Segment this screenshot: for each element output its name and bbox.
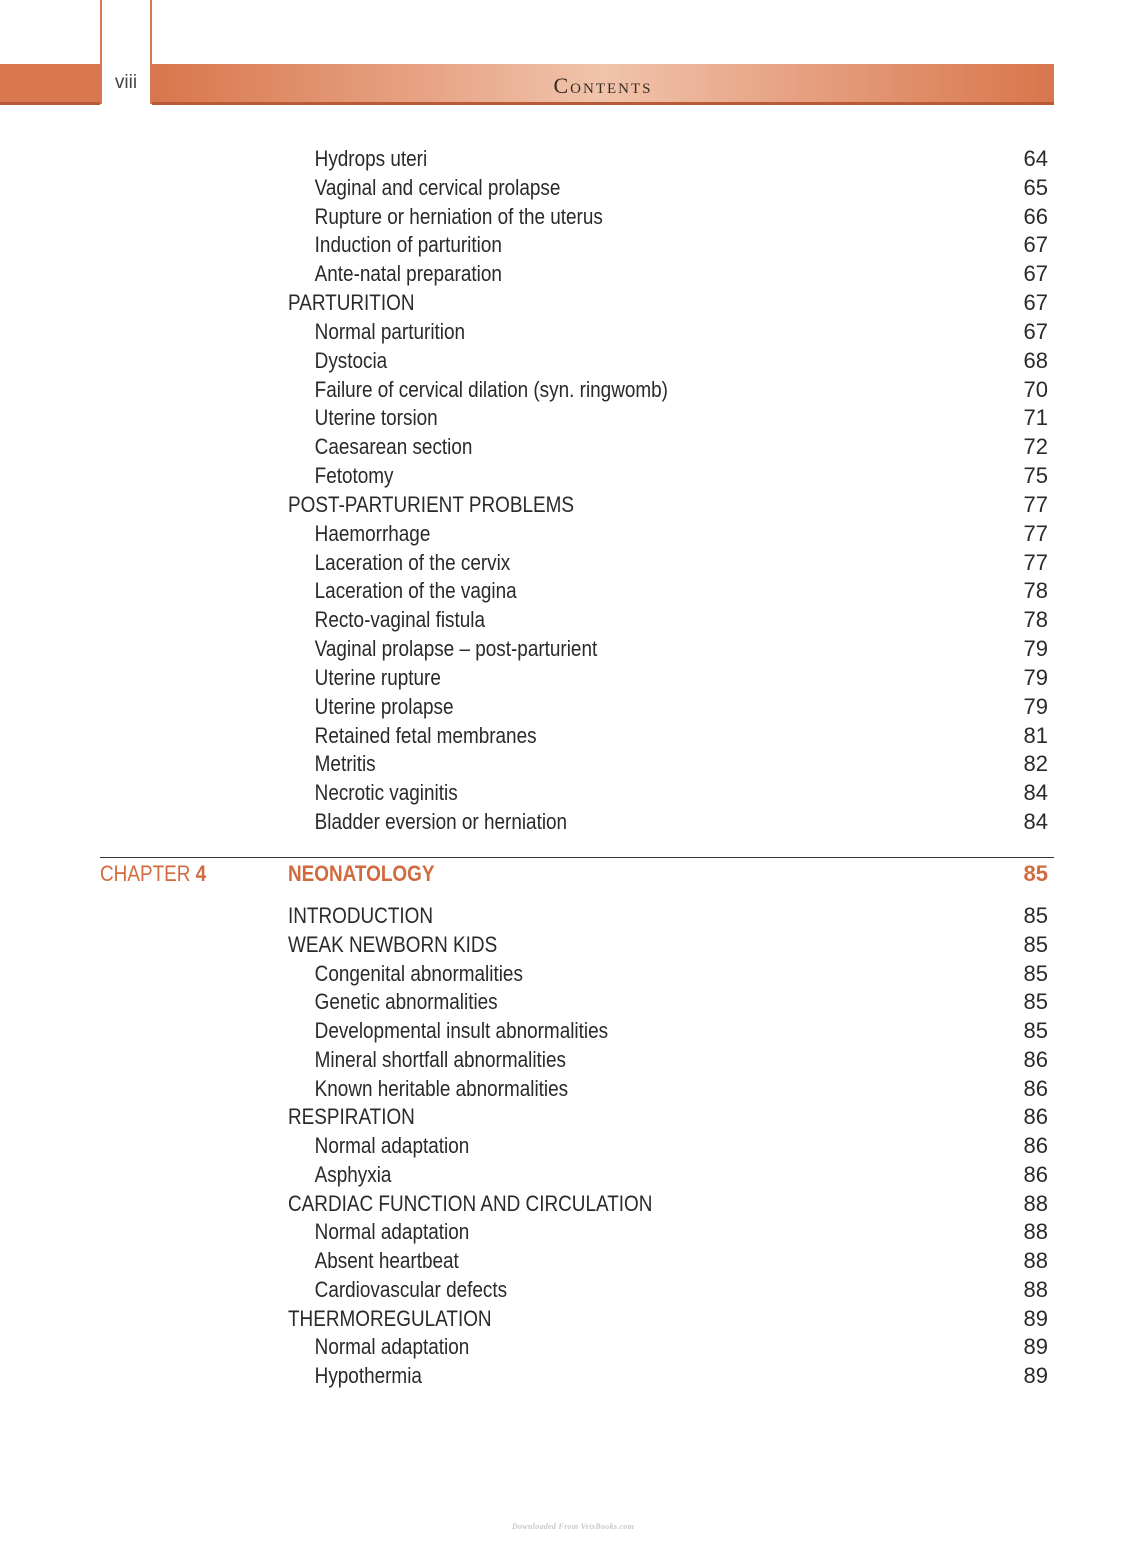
toc-entry[interactable] <box>288 1247 942 1275</box>
toc-entry[interactable] <box>288 520 942 548</box>
toc-entry-label: PARTURITION <box>288 290 415 316</box>
toc-entry-page: 88 <box>1023 1219 1048 1245</box>
chapter-page: 85 <box>1023 861 1048 886</box>
toc-entry[interactable] <box>288 318 942 346</box>
toc-entry[interactable] <box>288 174 942 202</box>
toc-entry[interactable] <box>288 404 942 432</box>
toc-entry[interactable] <box>288 808 942 836</box>
toc-entry-label: POST-PARTURIENT PROBLEMS <box>288 491 574 517</box>
toc-entry-page: 85 <box>1023 989 1048 1015</box>
toc-entry-page: 77 <box>1023 520 1048 546</box>
toc-entry[interactable] <box>288 549 942 577</box>
chapter-title[interactable]: NEONATOLOGY <box>288 861 435 886</box>
toc-entry[interactable] <box>288 1017 942 1045</box>
toc-entry-label: Normal adaptation <box>314 1219 470 1245</box>
toc-entry-label: Caesarean section <box>314 434 473 460</box>
toc-entry-label: Haemorrhage <box>314 520 431 546</box>
chapter-number: 4 <box>195 861 207 886</box>
toc-entry-page: 64 <box>1023 146 1048 171</box>
toc-entry-page: 77 <box>1023 491 1048 517</box>
toc-entry-page: 79 <box>1023 664 1048 690</box>
page-number: viii <box>114 72 138 93</box>
chapter-divider <box>100 857 1054 858</box>
toc-entry-label: Cardiovascular defects <box>314 1276 508 1302</box>
toc-entry[interactable] <box>288 722 942 750</box>
toc-entry-label: Failure of cervical dilation (syn. ringwomb) <box>314 376 668 402</box>
toc-entry-label: Mineral shortfall abnormalities <box>314 1046 566 1072</box>
toc-entry-page: 86 <box>1023 1133 1048 1158</box>
toc-entry-page: 70 <box>1023 376 1048 402</box>
toc-entry-label: Hydrops uteri <box>314 146 428 171</box>
toc-entry[interactable] <box>288 902 942 930</box>
toc-entry-page: 85 <box>1023 931 1048 957</box>
toc-entry-label: Uterine rupture <box>314 664 441 690</box>
toc-entry[interactable] <box>288 693 942 721</box>
toc-entry[interactable] <box>288 577 942 605</box>
toc-entry-label: Known heritable abnormalities <box>314 1075 569 1101</box>
toc-entry-label: Retained fetal membranes <box>314 722 537 748</box>
toc-entry-page: 88 <box>1023 1276 1048 1302</box>
toc-entry[interactable] <box>288 606 942 634</box>
toc-entry-label: Ante-natal preparation <box>314 261 502 287</box>
toc-entry[interactable] <box>288 1333 942 1361</box>
toc-entry[interactable] <box>288 988 942 1016</box>
toc-entry-label: Genetic abnormalities <box>314 989 498 1015</box>
toc-entry-label: THERMOREGULATION <box>288 1305 492 1331</box>
toc-entry[interactable] <box>288 491 942 519</box>
toc-entry-page: 89 <box>1023 1363 1048 1388</box>
toc-entry-page: 68 <box>1023 347 1048 373</box>
toc-entry[interactable] <box>288 462 942 490</box>
toc-entry-page: 67 <box>1023 318 1048 344</box>
toc-entry[interactable] <box>288 376 942 404</box>
toc-entry-page: 75 <box>1023 463 1048 489</box>
toc-entry[interactable] <box>288 231 942 259</box>
toc-entry-page: 89 <box>1023 1305 1048 1331</box>
toc-entry[interactable] <box>288 1161 942 1189</box>
toc-entry-label: Absent heartbeat <box>314 1248 459 1273</box>
toc-entry-page: 86 <box>1023 1075 1048 1101</box>
toc-entry-page: 86 <box>1023 1104 1048 1130</box>
toc-entry-label: Rupture or herniation of the uterus <box>314 203 603 229</box>
toc-entry-page: 84 <box>1023 809 1048 835</box>
toc-entry-page: 85 <box>1023 960 1048 986</box>
toc-entry[interactable] <box>288 931 942 959</box>
header-band-left-shadow <box>0 102 100 105</box>
toc-entry-label: Uterine prolapse <box>314 693 454 719</box>
toc-entry[interactable] <box>288 1190 942 1218</box>
toc-entry-label: Vaginal prolapse – post-parturient <box>314 636 598 662</box>
toc-entry-label: WEAK NEWBORN KIDS <box>288 931 498 957</box>
toc-entry-page: 71 <box>1023 405 1048 431</box>
chapter-prefix: CHAPTER <box>100 861 191 886</box>
toc-entry-label: Metritis <box>314 751 376 777</box>
toc-entry-label: Developmental insult abnormalities <box>314 1018 609 1043</box>
toc-entry-label: Laceration of the vagina <box>314 578 517 604</box>
toc-entry[interactable] <box>288 1218 942 1246</box>
toc-entry-page: 66 <box>1023 203 1048 229</box>
toc-entry-page: 67 <box>1023 290 1048 316</box>
toc-entry-label: Hypothermia <box>314 1363 422 1388</box>
toc-entry-page: 82 <box>1023 751 1048 777</box>
toc-entry[interactable] <box>288 779 942 807</box>
chapter-label[interactable] <box>100 860 206 888</box>
toc-entry-page: 67 <box>1023 232 1048 258</box>
toc-entry[interactable] <box>288 1075 942 1103</box>
running-header-title: Contents <box>553 73 653 98</box>
toc-entry-label: Asphyxia <box>314 1161 392 1187</box>
toc-entry-label: Fetotomy <box>314 463 394 489</box>
download-watermark: Downloaded From VetsBooks.com <box>511 1522 635 1531</box>
toc-entry-label: Vaginal and cervical prolapse <box>314 174 561 200</box>
toc-entry-page: 86 <box>1023 1161 1048 1187</box>
toc-entry[interactable] <box>288 1362 942 1390</box>
toc-entry-label: Uterine torsion <box>314 405 438 431</box>
toc-entry-page: 84 <box>1023 780 1048 806</box>
toc-entry-label: Congenital abnormalities <box>314 960 523 986</box>
toc-entry-page: 79 <box>1023 636 1048 662</box>
toc-entry-page: 77 <box>1023 549 1048 575</box>
toc-entry-label: Bladder eversion or herniation <box>314 809 568 835</box>
toc-entry[interactable] <box>288 347 942 375</box>
toc-entry[interactable] <box>288 1276 942 1304</box>
toc-entry-label: Normal parturition <box>314 318 466 344</box>
header-band-shadow <box>152 102 1054 105</box>
toc-entry[interactable] <box>288 203 942 231</box>
toc-entry-page: 81 <box>1023 722 1048 748</box>
toc-entry[interactable] <box>288 1046 942 1074</box>
toc-entry-label: Dystocia <box>314 347 388 373</box>
toc-entry[interactable] <box>288 1305 942 1333</box>
toc-entry-page: 88 <box>1023 1248 1048 1273</box>
header-band-left <box>0 64 100 104</box>
toc-entry-page: 78 <box>1023 578 1048 604</box>
toc-entry-page: 65 <box>1023 174 1048 200</box>
toc-entry-label: Normal adaptation <box>314 1334 470 1360</box>
toc-entry-page: 67 <box>1023 261 1048 287</box>
toc-entry[interactable] <box>288 960 942 988</box>
toc-entry[interactable] <box>288 664 942 692</box>
toc-entry-label: CARDIAC FUNCTION AND CIRCULATION <box>288 1190 653 1216</box>
toc-entry-page: 86 <box>1023 1046 1048 1072</box>
toc-entry[interactable] <box>288 289 942 317</box>
toc-entry-label: Normal adaptation <box>314 1133 470 1158</box>
toc-entry-label: Induction of parturition <box>314 232 502 258</box>
toc-entry-page: 88 <box>1023 1190 1048 1216</box>
toc-entry[interactable] <box>288 1103 942 1131</box>
toc-entry-label: Laceration of the cervix <box>314 549 511 575</box>
toc-entry-label: Necrotic vaginitis <box>314 780 458 806</box>
toc-entry[interactable] <box>288 1132 942 1160</box>
toc-entry[interactable] <box>288 750 942 778</box>
toc-entry-page: 85 <box>1023 1018 1048 1043</box>
toc-entry-page: 89 <box>1023 1334 1048 1360</box>
toc-entry-label: INTRODUCTION <box>288 903 434 928</box>
toc-entry[interactable] <box>288 635 942 663</box>
toc-entry-page: 72 <box>1023 434 1048 460</box>
toc-entry-page: 78 <box>1023 607 1048 633</box>
toc-entry[interactable] <box>288 433 942 461</box>
toc-entry-label: Recto-vaginal fistula <box>314 607 486 633</box>
toc-entry[interactable] <box>288 260 942 288</box>
toc-entry[interactable] <box>288 145 942 173</box>
toc-entry-label: RESPIRATION <box>288 1104 415 1130</box>
toc-entry-page: 85 <box>1023 903 1048 928</box>
toc-entry-page: 79 <box>1023 693 1048 719</box>
